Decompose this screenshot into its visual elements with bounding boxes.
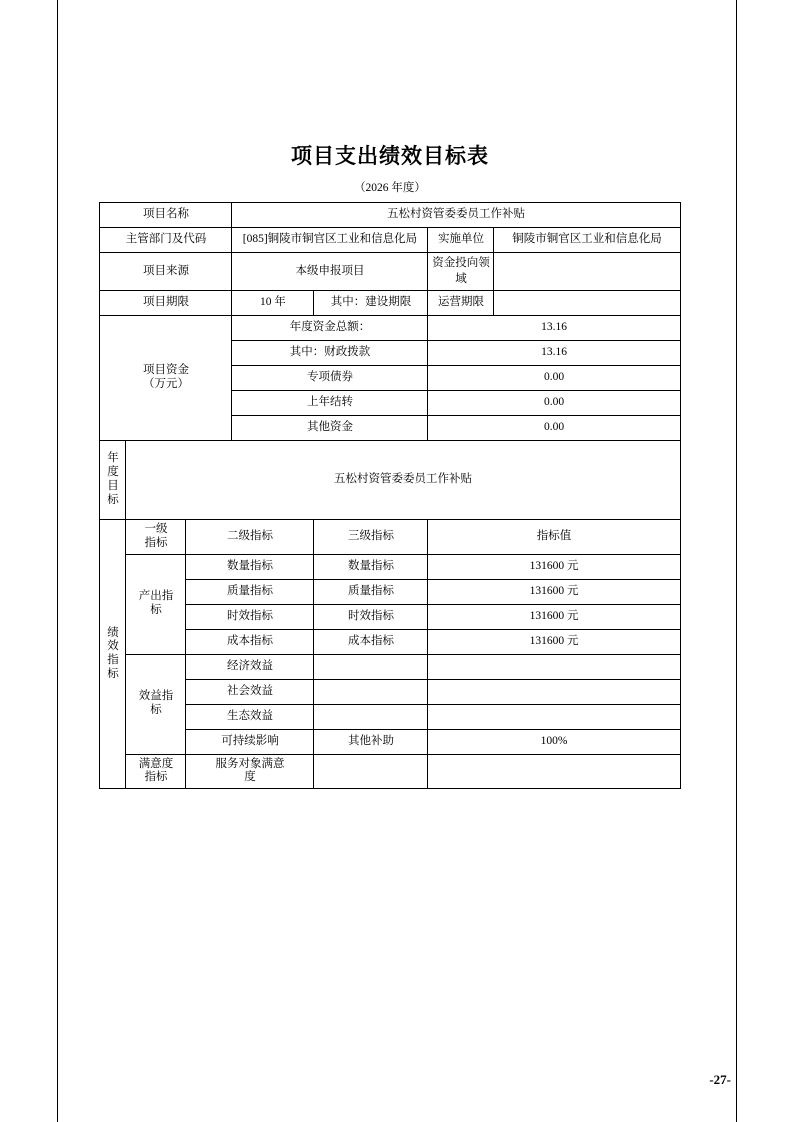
indicator-value: 131600 元 (428, 604, 680, 629)
indicator-level3 (314, 704, 428, 729)
indicator-level3: 其他补助 (314, 729, 428, 754)
indicator-value (428, 704, 680, 729)
indicator-level3 (314, 679, 428, 704)
invest-field-label: 资金投向领域 (428, 253, 494, 291)
page-number: -27- (709, 1072, 731, 1087)
period-label: 项目期限 (100, 291, 232, 316)
funds-item-value: 0.00 (428, 366, 680, 391)
header-value: 指标值 (428, 520, 680, 555)
table-row (100, 579, 680, 604)
table-row (100, 441, 680, 520)
funds-item-value: 13.16 (428, 316, 680, 341)
table-row (100, 316, 680, 341)
table-row (100, 253, 680, 291)
indicator-level2: 可持续影响 (186, 729, 314, 754)
page-border-right (736, 0, 737, 1122)
group-label-output: 产出指 标 (126, 554, 186, 654)
funds-item-name: 其他资金 (232, 416, 428, 441)
performance-target-table (99, 202, 680, 789)
indicator-level3: 成本指标 (314, 629, 428, 654)
header-level1: 一级 指标 (126, 520, 186, 555)
funds-item-name: 上年结转 (232, 391, 428, 416)
group-label-benefit: 效益指 标 (126, 654, 186, 754)
impl-unit-label: 实施单位 (428, 228, 494, 253)
project-name-label: 项目名称 (100, 203, 232, 228)
table-row (100, 629, 680, 654)
indicator-level2: 数量指标 (186, 554, 314, 579)
annual-goal-value: 五松村资管委委员工作补贴 (126, 441, 680, 520)
funds-item-name: 专项债券 (232, 366, 428, 391)
document-content (90, 140, 690, 789)
group-label-satisfaction: 满意度 指标 (126, 754, 186, 789)
page-subtitle: （2026 年度） (354, 182, 426, 194)
indicator-value: 131600 元 (428, 629, 680, 654)
funds-item-name: 年度资金总额： (232, 316, 428, 341)
table-row (100, 754, 680, 789)
table-row (100, 729, 680, 754)
invest-field-value (494, 253, 680, 291)
indicator-level2: 服务对象满意 度 (186, 754, 314, 789)
period-value: 10 年 (232, 291, 314, 316)
indicator-level2: 经济效益 (186, 654, 314, 679)
indicator-value (428, 654, 680, 679)
source-label: 项目来源 (100, 253, 232, 291)
table-row (100, 291, 680, 316)
indicator-value: 100% (428, 729, 680, 754)
table-row (100, 654, 680, 679)
funds-item-value: 0.00 (428, 416, 680, 441)
table-row (100, 520, 680, 555)
funds-item-value: 0.00 (428, 391, 680, 416)
impl-unit-value: 铜陵市铜官区工业和信息化局 (494, 228, 680, 253)
funds-label: 项目资金 （万元） (100, 316, 232, 441)
table-row (100, 679, 680, 704)
table-row (100, 704, 680, 729)
indicator-level2: 生态效益 (186, 704, 314, 729)
indicator-level3: 数量指标 (314, 554, 428, 579)
performance-indicator-label: 绩 效 指 标 (100, 520, 126, 789)
page-title: 项目支出绩效目标表 (291, 144, 489, 168)
project-name-value: 五松村资管委委员工作补贴 (232, 203, 680, 228)
table-row (100, 203, 680, 228)
source-value: 本级申报项目 (232, 253, 428, 291)
table-row (100, 604, 680, 629)
indicator-level3: 时效指标 (314, 604, 428, 629)
table-row (100, 554, 680, 579)
indicator-level2: 社会效益 (186, 679, 314, 704)
header-level3: 三级指标 (314, 520, 428, 555)
indicator-value: 131600 元 (428, 554, 680, 579)
header-level2: 二级指标 (186, 520, 314, 555)
indicator-level2: 时效指标 (186, 604, 314, 629)
indicator-level2: 成本指标 (186, 629, 314, 654)
indicator-level3 (314, 654, 428, 679)
funds-item-name: 其中：财政拨款 (232, 341, 428, 366)
page-border-left (57, 0, 58, 1122)
funds-item-value: 13.16 (428, 341, 680, 366)
indicator-level3 (314, 754, 428, 789)
dept-value: [085]铜陵市铜官区工业和信息化局 (232, 228, 428, 253)
indicator-value (428, 754, 680, 789)
indicator-value: 131600 元 (428, 579, 680, 604)
indicator-level2: 质量指标 (186, 579, 314, 604)
indicator-level3: 质量指标 (314, 579, 428, 604)
operation-period-value (494, 291, 680, 316)
indicator-value (428, 679, 680, 704)
construction-period-label: 其中：建设期限 (314, 291, 428, 316)
annual-goal-label: 年 度 目 标 (100, 441, 126, 520)
operation-period-label: 运营期限 (428, 291, 494, 316)
dept-label: 主管部门及代码 (100, 228, 232, 253)
table-row (100, 228, 680, 253)
